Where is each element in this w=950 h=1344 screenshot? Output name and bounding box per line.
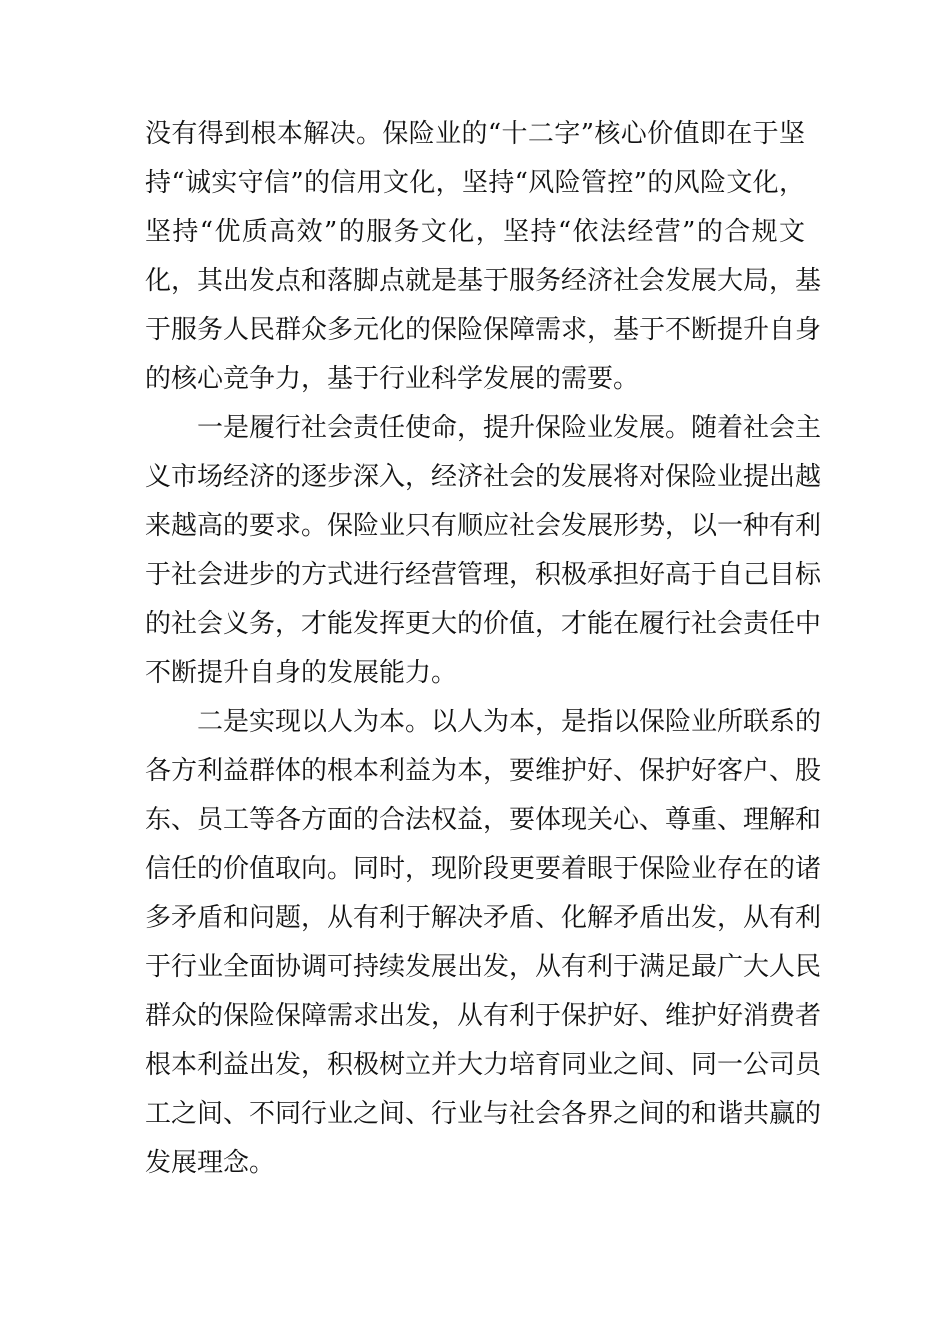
text-line: 根本利益出发，积极树立并大力培育同业之间、同一公司员 bbox=[145, 1050, 822, 1080]
text-line: 信任的价值取向。同时，现阶段更要着眼于保险业存在的诸 bbox=[145, 854, 822, 884]
text-line: 多矛盾和问题，从有利于解决矛盾、化解矛盾出发，从有利 bbox=[145, 903, 822, 933]
text-line: 工之间、不同行业之间、行业与社会各界之间的和谐共赢的 bbox=[145, 1099, 822, 1129]
text-line: 的社会义务，才能发挥更大的价值，才能在履行社会责任中 bbox=[145, 609, 822, 639]
paragraph-first-line: 一是履行社会责任使命，提升保险业发展。随着社会主 bbox=[197, 413, 822, 443]
text-line: 各方利益群体的根本利益为本，要维护好、保护好客户、股 bbox=[145, 756, 822, 786]
text-line: 不断提升自身的发展能力。 bbox=[145, 658, 458, 688]
text-line: 于行业全面协调可持续发展出发，从有利于满足最广大人民 bbox=[145, 952, 822, 982]
text-line: 发展理念。 bbox=[145, 1148, 276, 1178]
text-line: 东、员工等各方面的合法权益，要体现关心、尊重、理解和 bbox=[145, 805, 822, 835]
text-line: 于社会进步的方式进行经营管理，积极承担好高于自己目标 bbox=[145, 560, 822, 590]
text-line: 义市场经济的逐步深入，经济社会的发展将对保险业提出越 bbox=[145, 462, 822, 492]
text-line: 化，其出发点和落脚点就是基于服务经济社会发展大局，基 bbox=[145, 266, 822, 296]
text-line: 的核心竞争力，基于行业科学发展的需要。 bbox=[145, 364, 640, 394]
text-line: 群众的保险保障需求出发，从有利于保护好、维护好消费者 bbox=[145, 1001, 822, 1031]
text-line: 坚持“优质高效”的服务文化，坚持“依法经营”的合规文 bbox=[145, 217, 805, 247]
text-line: 持“诚实守信”的信用文化，坚持“风险管控”的风险文化， bbox=[145, 168, 805, 198]
text-line: 没有得到根本解决。保险业的“十二字”核心价值即在于坚 bbox=[145, 119, 805, 149]
text-line: 来越高的要求。保险业只有顺应社会发展形势，以一种有利 bbox=[145, 511, 822, 541]
text-line: 于服务人民群众多元化的保险保障需求，基于不断提升自身 bbox=[145, 315, 822, 345]
paragraph-first-line: 二是实现以人为本。以人为本，是指以保险业所联系的 bbox=[197, 707, 822, 737]
